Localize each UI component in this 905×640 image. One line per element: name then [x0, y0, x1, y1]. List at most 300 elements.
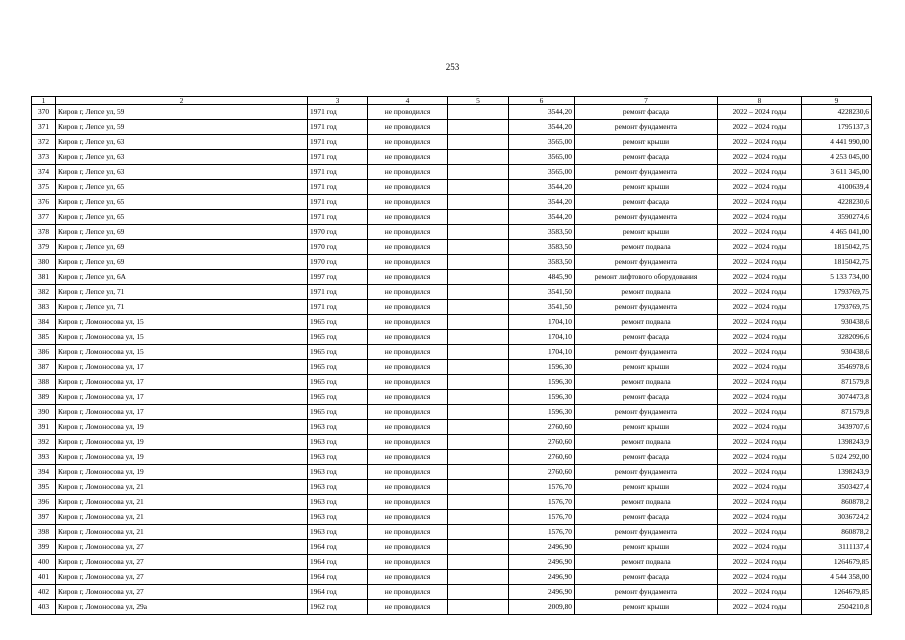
cell-period: 2022 – 2024 годы: [718, 465, 802, 480]
cell-last-repair: не проводился: [368, 330, 448, 345]
cell-build-year: 1964 год: [308, 540, 368, 555]
cell-period: 2022 – 2024 годы: [718, 240, 802, 255]
table-row: [32, 285, 872, 300]
cell-row-number: 391: [32, 420, 56, 435]
cell-cost: 3439707,6: [802, 420, 872, 435]
cell-build-year: 1963 год: [308, 420, 368, 435]
cell-build-year: 1965 год: [308, 360, 368, 375]
cell-address: Киров г, Ломоносова ул, 27: [56, 555, 308, 570]
cell-period: 2022 – 2024 годы: [718, 390, 802, 405]
cell-period: 2022 – 2024 годы: [718, 435, 802, 450]
cell-cost: 4228230,6: [802, 195, 872, 210]
table-row: [32, 450, 872, 465]
column-header-6: 6: [509, 97, 575, 105]
header-row: [32, 97, 872, 105]
cell-address: Киров г, Ломоносова ул, 15: [56, 315, 308, 330]
cell-cost: 1398243,9: [802, 465, 872, 480]
cell-row-number: 380: [32, 255, 56, 270]
cell-row-number: 389: [32, 390, 56, 405]
cell-area: 1596,30: [509, 375, 575, 390]
cell-row-number: 372: [32, 135, 56, 150]
cell-area: 2760,60: [509, 465, 575, 480]
cell-row-number: 388: [32, 375, 56, 390]
cell-period: 2022 – 2024 годы: [718, 270, 802, 285]
cell-area: 3583,50: [509, 240, 575, 255]
cell-build-year: 1970 год: [308, 255, 368, 270]
cell-build-year: 1963 год: [308, 435, 368, 450]
cell-last-repair: не проводился: [368, 450, 448, 465]
cell-cost: 4228230,6: [802, 105, 872, 120]
table-row: [32, 270, 872, 285]
cell-work-type: ремонт фундамента: [575, 585, 718, 600]
cell-build-year: 1964 год: [308, 555, 368, 570]
cell-build-year: 1997 год: [308, 270, 368, 285]
cell-last-repair: не проводился: [368, 585, 448, 600]
cell-col-5: [448, 195, 509, 210]
cell-cost: 1793769,75: [802, 300, 872, 315]
table-row: [32, 195, 872, 210]
cell-address: Киров г, Ломоносова ул, 17: [56, 405, 308, 420]
cell-build-year: 1965 год: [308, 330, 368, 345]
cell-last-repair: не проводился: [368, 255, 448, 270]
cell-area: 1576,70: [509, 480, 575, 495]
cell-last-repair: не проводился: [368, 285, 448, 300]
table-row: [32, 585, 872, 600]
cell-cost: 3282096,6: [802, 330, 872, 345]
cell-build-year: 1964 год: [308, 570, 368, 585]
cell-col-5: [448, 120, 509, 135]
cell-build-year: 1971 год: [308, 210, 368, 225]
cell-build-year: 1963 год: [308, 465, 368, 480]
cell-cost: 5 133 734,00: [802, 270, 872, 285]
cell-address: Киров г, Ломоносова ул, 15: [56, 330, 308, 345]
cell-area: 1576,70: [509, 525, 575, 540]
cell-build-year: 1970 год: [308, 225, 368, 240]
cell-work-type: ремонт фундамента: [575, 165, 718, 180]
cell-address: Киров г, Лепсе ул, 69: [56, 225, 308, 240]
cell-area: 1704,10: [509, 330, 575, 345]
cell-address: Киров г, Ломоносова ул, 29а: [56, 600, 308, 615]
cell-area: 1576,70: [509, 510, 575, 525]
cell-address: Киров г, Ломоносова ул, 21: [56, 525, 308, 540]
cell-col-5: [448, 210, 509, 225]
cell-row-number: 401: [32, 570, 56, 585]
cell-work-type: ремонт фундамента: [575, 345, 718, 360]
cell-row-number: 403: [32, 600, 56, 615]
cell-row-number: 390: [32, 405, 56, 420]
cell-col-5: [448, 390, 509, 405]
page-number: 253: [445, 62, 460, 72]
cell-area: 1704,10: [509, 315, 575, 330]
cell-work-type: ремонт фасада: [575, 510, 718, 525]
cell-area: 3544,20: [509, 210, 575, 225]
cell-col-5: [448, 150, 509, 165]
cell-period: 2022 – 2024 годы: [718, 255, 802, 270]
cell-period: 2022 – 2024 годы: [718, 420, 802, 435]
cell-address: Киров г, Лепсе ул, 65: [56, 210, 308, 225]
table-row: [32, 135, 872, 150]
cell-build-year: 1965 год: [308, 345, 368, 360]
table-row: [32, 600, 872, 615]
cell-cost: 1795137,3: [802, 120, 872, 135]
cell-address: Киров г, Лепсе ул, 63: [56, 150, 308, 165]
cell-last-repair: не проводился: [368, 375, 448, 390]
cell-last-repair: не проводился: [368, 270, 448, 285]
cell-address: Киров г, Лепсе ул, 63: [56, 165, 308, 180]
cell-row-number: 371: [32, 120, 56, 135]
cell-work-type: ремонт фасада: [575, 195, 718, 210]
cell-work-type: ремонт крыши: [575, 420, 718, 435]
cell-last-repair: не проводился: [368, 315, 448, 330]
cell-cost: 1264679,85: [802, 585, 872, 600]
cell-col-5: [448, 165, 509, 180]
cell-cost: 860878,2: [802, 495, 872, 510]
cell-build-year: 1965 год: [308, 405, 368, 420]
cell-area: 3565,00: [509, 165, 575, 180]
cell-area: 2760,60: [509, 420, 575, 435]
cell-last-repair: не проводился: [368, 135, 448, 150]
cell-col-5: [448, 555, 509, 570]
cell-address: Киров г, Лепсе ул, 63: [56, 135, 308, 150]
cell-cost: 1815042,75: [802, 255, 872, 270]
table-row: [32, 210, 872, 225]
cell-cost: 860878,2: [802, 525, 872, 540]
cell-last-repair: не проводился: [368, 120, 448, 135]
table-row: [32, 345, 872, 360]
cell-build-year: 1970 год: [308, 240, 368, 255]
cell-area: 2009,80: [509, 600, 575, 615]
cell-last-repair: не проводился: [368, 525, 448, 540]
cell-address: Киров г, Лепсе ул, 71: [56, 285, 308, 300]
table-row: [32, 405, 872, 420]
table-row: [32, 360, 872, 375]
table-row: [32, 435, 872, 450]
cell-last-repair: не проводился: [368, 195, 448, 210]
cell-work-type: ремонт подвала: [575, 240, 718, 255]
column-header-5: 5: [448, 97, 509, 105]
cell-address: Киров г, Лепсе ул, 69: [56, 240, 308, 255]
cell-row-number: 370: [32, 105, 56, 120]
cell-work-type: ремонт крыши: [575, 360, 718, 375]
cell-area: 3565,00: [509, 150, 575, 165]
cell-work-type: ремонт фасада: [575, 105, 718, 120]
cell-build-year: 1963 год: [308, 525, 368, 540]
cell-last-repair: не проводился: [368, 150, 448, 165]
cell-col-5: [448, 345, 509, 360]
cell-cost: 2504210,8: [802, 600, 872, 615]
cell-col-5: [448, 510, 509, 525]
cell-address: Киров г, Ломоносова ул, 27: [56, 585, 308, 600]
cell-area: 3541,50: [509, 300, 575, 315]
cell-work-type: ремонт подвала: [575, 375, 718, 390]
cell-cost: 930438,6: [802, 315, 872, 330]
cell-cost: 4 544 358,00: [802, 570, 872, 585]
cell-last-repair: не проводился: [368, 165, 448, 180]
table-row: [32, 570, 872, 585]
cell-address: Киров г, Ломоносова ул, 19: [56, 450, 308, 465]
cell-last-repair: не проводился: [368, 420, 448, 435]
cell-period: 2022 – 2024 годы: [718, 600, 802, 615]
cell-build-year: 1971 год: [308, 165, 368, 180]
cell-row-number: 396: [32, 495, 56, 510]
cell-address: Киров г, Лепсе ул, 59: [56, 120, 308, 135]
table-row: [32, 375, 872, 390]
cell-build-year: 1965 год: [308, 375, 368, 390]
cell-col-5: [448, 330, 509, 345]
cell-area: 3541,50: [509, 285, 575, 300]
cell-cost: 3546978,6: [802, 360, 872, 375]
table-row: [32, 540, 872, 555]
cell-address: Киров г, Лепсе ул, 71: [56, 300, 308, 315]
column-header-3: 3: [308, 97, 368, 105]
cell-last-repair: не проводился: [368, 300, 448, 315]
cell-row-number: 384: [32, 315, 56, 330]
cell-cost: 3074473,8: [802, 390, 872, 405]
cell-area: 1576,70: [509, 495, 575, 510]
cell-col-5: [448, 600, 509, 615]
cell-col-5: [448, 465, 509, 480]
cell-period: 2022 – 2024 годы: [718, 120, 802, 135]
cell-col-5: [448, 435, 509, 450]
cell-build-year: 1971 год: [308, 195, 368, 210]
cell-work-type: ремонт крыши: [575, 135, 718, 150]
cell-row-number: 400: [32, 555, 56, 570]
cell-cost: 1793769,75: [802, 285, 872, 300]
cell-last-repair: не проводился: [368, 390, 448, 405]
cell-work-type: ремонт фасада: [575, 150, 718, 165]
table-row: [32, 330, 872, 345]
table-row: [32, 300, 872, 315]
cell-build-year: 1971 год: [308, 300, 368, 315]
cell-work-type: ремонт фундамента: [575, 255, 718, 270]
cell-build-year: 1965 год: [308, 390, 368, 405]
cell-area: 3583,50: [509, 255, 575, 270]
cell-col-5: [448, 180, 509, 195]
cell-work-type: ремонт фундамента: [575, 405, 718, 420]
table-row: [32, 465, 872, 480]
cell-address: Киров г, Ломоносова ул, 27: [56, 570, 308, 585]
cell-last-repair: не проводился: [368, 555, 448, 570]
cell-last-repair: не проводился: [368, 495, 448, 510]
cell-area: 2496,90: [509, 585, 575, 600]
cell-address: Киров г, Ломоносова ул, 19: [56, 420, 308, 435]
table-row: [32, 255, 872, 270]
cell-row-number: 386: [32, 345, 56, 360]
cell-col-5: [448, 300, 509, 315]
cell-work-type: ремонт крыши: [575, 540, 718, 555]
cell-work-type: ремонт крыши: [575, 180, 718, 195]
cell-build-year: 1971 год: [308, 285, 368, 300]
cell-work-type: ремонт фасада: [575, 390, 718, 405]
cell-area: 1596,30: [509, 405, 575, 420]
cell-row-number: 378: [32, 225, 56, 240]
table-row: [32, 390, 872, 405]
cell-cost: 3503427,4: [802, 480, 872, 495]
cell-last-repair: не проводился: [368, 180, 448, 195]
table-row: [32, 225, 872, 240]
cell-work-type: ремонт лифтового оборудования: [575, 270, 718, 285]
cell-work-type: ремонт фасада: [575, 330, 718, 345]
cell-area: 2496,90: [509, 570, 575, 585]
cell-col-5: [448, 105, 509, 120]
cell-cost: 3 611 345,00: [802, 165, 872, 180]
cell-work-type: ремонт подвала: [575, 435, 718, 450]
cell-period: 2022 – 2024 годы: [718, 210, 802, 225]
cell-address: Киров г, Ломоносова ул, 21: [56, 495, 308, 510]
cell-address: Киров г, Ломоносова ул, 21: [56, 510, 308, 525]
cell-work-type: ремонт фундамента: [575, 525, 718, 540]
cell-last-repair: не проводился: [368, 435, 448, 450]
cell-period: 2022 – 2024 годы: [718, 165, 802, 180]
table-row: [32, 240, 872, 255]
cell-build-year: 1964 год: [308, 585, 368, 600]
cell-work-type: ремонт фундамента: [575, 120, 718, 135]
column-header-9: 9: [802, 97, 872, 105]
table-row: [32, 495, 872, 510]
cell-row-number: 377: [32, 210, 56, 225]
table-row: [32, 315, 872, 330]
cell-period: 2022 – 2024 годы: [718, 480, 802, 495]
cell-address: Киров г, Ломоносова ул, 15: [56, 345, 308, 360]
cell-period: 2022 – 2024 годы: [718, 555, 802, 570]
cell-row-number: 395: [32, 480, 56, 495]
cell-period: 2022 – 2024 годы: [718, 570, 802, 585]
cell-area: 2496,90: [509, 555, 575, 570]
cell-row-number: 373: [32, 150, 56, 165]
cell-cost: 4 253 045,00: [802, 150, 872, 165]
cell-period: 2022 – 2024 годы: [718, 315, 802, 330]
cell-address: Киров г, Ломоносова ул, 19: [56, 465, 308, 480]
cell-row-number: 376: [32, 195, 56, 210]
cell-col-5: [448, 570, 509, 585]
cell-work-type: ремонт крыши: [575, 225, 718, 240]
cell-row-number: 399: [32, 540, 56, 555]
cell-area: 3544,20: [509, 105, 575, 120]
table-row: [32, 510, 872, 525]
cell-area: 3583,50: [509, 225, 575, 240]
cell-area: 3565,00: [509, 135, 575, 150]
cell-last-repair: не проводился: [368, 210, 448, 225]
cell-col-5: [448, 450, 509, 465]
cell-address: Киров г, Лепсе ул, 65: [56, 195, 308, 210]
cell-area: 1596,30: [509, 390, 575, 405]
cell-row-number: 398: [32, 525, 56, 540]
cell-period: 2022 – 2024 годы: [718, 375, 802, 390]
cell-period: 2022 – 2024 годы: [718, 540, 802, 555]
cell-row-number: 375: [32, 180, 56, 195]
column-header-2: 2: [56, 97, 308, 105]
cell-period: 2022 – 2024 годы: [718, 405, 802, 420]
cell-address: Киров г, Лепсе ул, 59: [56, 105, 308, 120]
cell-last-repair: не проводился: [368, 240, 448, 255]
cell-col-5: [448, 480, 509, 495]
cell-col-5: [448, 540, 509, 555]
cell-row-number: 387: [32, 360, 56, 375]
cell-period: 2022 – 2024 годы: [718, 345, 802, 360]
cell-period: 2022 – 2024 годы: [718, 300, 802, 315]
cell-period: 2022 – 2024 годы: [718, 135, 802, 150]
cell-col-5: [448, 375, 509, 390]
table-row: [32, 180, 872, 195]
cell-last-repair: не проводился: [368, 465, 448, 480]
table-body: [32, 105, 872, 615]
cell-address: Киров г, Ломоносова ул, 19: [56, 435, 308, 450]
register-table: [31, 96, 872, 615]
cell-area: 2760,60: [509, 435, 575, 450]
cell-period: 2022 – 2024 годы: [718, 330, 802, 345]
cell-area: 4845,90: [509, 270, 575, 285]
cell-build-year: 1971 год: [308, 180, 368, 195]
cell-col-5: [448, 270, 509, 285]
cell-last-repair: не проводился: [368, 600, 448, 615]
cell-row-number: 397: [32, 510, 56, 525]
cell-build-year: 1965 год: [308, 315, 368, 330]
table-row: [32, 420, 872, 435]
cell-work-type: ремонт фасада: [575, 570, 718, 585]
cell-cost: 1815042,75: [802, 240, 872, 255]
cell-period: 2022 – 2024 годы: [718, 495, 802, 510]
cell-cost: 5 024 292,00: [802, 450, 872, 465]
cell-col-5: [448, 285, 509, 300]
cell-period: 2022 – 2024 годы: [718, 180, 802, 195]
cell-row-number: 381: [32, 270, 56, 285]
cell-build-year: 1963 год: [308, 510, 368, 525]
cell-cost: 871579,8: [802, 405, 872, 420]
cell-col-5: [448, 255, 509, 270]
cell-row-number: 379: [32, 240, 56, 255]
cell-last-repair: не проводился: [368, 480, 448, 495]
cell-build-year: 1963 год: [308, 495, 368, 510]
cell-col-5: [448, 240, 509, 255]
cell-col-5: [448, 315, 509, 330]
cell-area: 3544,20: [509, 180, 575, 195]
cell-address: Киров г, Лепсе ул, 69: [56, 255, 308, 270]
cell-row-number: 374: [32, 165, 56, 180]
column-header-4: 4: [368, 97, 448, 105]
cell-last-repair: не проводился: [368, 345, 448, 360]
cell-last-repair: не проводился: [368, 540, 448, 555]
cell-col-5: [448, 495, 509, 510]
table-row: [32, 555, 872, 570]
cell-work-type: ремонт фундамента: [575, 300, 718, 315]
cell-build-year: 1971 год: [308, 135, 368, 150]
cell-address: Киров г, Ломоносова ул, 21: [56, 480, 308, 495]
cell-last-repair: не проводился: [368, 360, 448, 375]
cell-work-type: ремонт крыши: [575, 480, 718, 495]
cell-row-number: 402: [32, 585, 56, 600]
cell-last-repair: не проводился: [368, 570, 448, 585]
cell-area: 2760,60: [509, 450, 575, 465]
table-row: [32, 480, 872, 495]
cell-area: 3544,20: [509, 120, 575, 135]
cell-address: Киров г, Лепсе ул, 65: [56, 180, 308, 195]
cell-build-year: 1971 год: [308, 150, 368, 165]
cell-cost: 930438,6: [802, 345, 872, 360]
cell-row-number: 383: [32, 300, 56, 315]
cell-last-repair: не проводился: [368, 105, 448, 120]
cell-address: Киров г, Ломоносова ул, 17: [56, 390, 308, 405]
cell-period: 2022 – 2024 годы: [718, 450, 802, 465]
column-header-1: 1: [32, 97, 56, 105]
cell-row-number: 393: [32, 450, 56, 465]
cell-period: 2022 – 2024 годы: [718, 285, 802, 300]
cell-period: 2022 – 2024 годы: [718, 585, 802, 600]
cell-col-5: [448, 360, 509, 375]
cell-row-number: 394: [32, 465, 56, 480]
cell-period: 2022 – 2024 годы: [718, 525, 802, 540]
cell-cost: 4 441 990,00: [802, 135, 872, 150]
cell-last-repair: не проводился: [368, 225, 448, 240]
